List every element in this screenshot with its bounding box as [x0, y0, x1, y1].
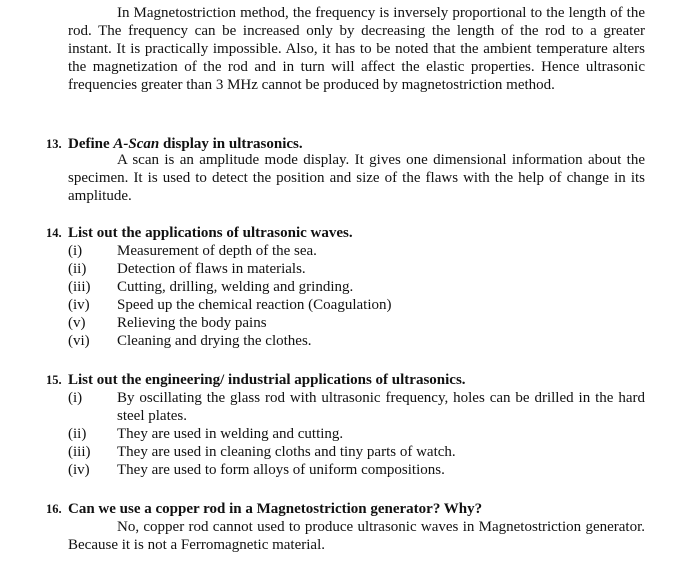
list-marker: (iii) — [68, 279, 91, 295]
list-item — [68, 425, 645, 443]
question-15-title: List out the engineering/ industrial applications of ultrasonics. — [68, 372, 466, 388]
list-marker: (i) — [68, 390, 83, 406]
intro-text: In Magnetostriction method, the frequency is inversely proportional to the length of the rod. The frequency can be increased only by decreasing the length of the rod to a greater instant. It is practically impossible. Also, it has to be noted that the ambient temperature alters the magnetization of the rod and in turn will affect the elastic properties. Hence ultrasonic frequencies greater than 3 MHz cannot be produced by magnetostriction method. — [68, 5, 645, 93]
list-item-text: Measurement of depth of the sea. — [117, 243, 317, 259]
question-13-suffix: display in ultrasonics. — [159, 136, 303, 152]
list-marker: (iv) — [68, 297, 90, 313]
list-marker: (iv) — [68, 462, 90, 478]
question-16-title: Can we use a copper rod in a Magnetostriction generator? Why? — [68, 501, 483, 517]
question-16-answer — [68, 518, 645, 554]
list-item-text: Speed up the chemical reaction (Coagulation) — [117, 297, 392, 313]
list-item-text: By oscillating the glass rod with ultrasonic frequency, holes can be drilled in the hard steel plates. — [117, 390, 645, 424]
list-item — [68, 461, 645, 479]
question-13-answer — [68, 151, 645, 205]
list-item — [68, 296, 645, 314]
question-16-number: 16. — [46, 502, 62, 516]
question-13-prefix: Define — [68, 136, 114, 152]
question-16-answer-text: No, copper rod cannot used to produce ultrasonic waves in Magnetostriction generator. Because it is not a Ferromagnetic material. — [68, 519, 645, 553]
list-item-text: Detection of flaws in materials. — [117, 261, 306, 277]
question-14-number: 14. — [46, 226, 62, 240]
list-item — [68, 443, 645, 461]
list-marker: (ii) — [68, 261, 87, 277]
list-item-text: Cleaning and drying the clothes. — [117, 333, 312, 349]
list-marker: (iii) — [68, 444, 91, 460]
list-item — [68, 260, 645, 278]
list-marker: (i) — [68, 243, 83, 259]
question-15-number: 15. — [46, 373, 62, 387]
question-13-emphasis: A-Scan — [113, 136, 160, 152]
list-item — [68, 314, 645, 332]
list-item-text: Cutting, drilling, welding and grinding. — [117, 279, 354, 295]
question-16-heading — [46, 500, 656, 518]
list-item — [68, 242, 645, 260]
list-marker: (v) — [68, 315, 86, 331]
question-14-list — [68, 242, 645, 350]
list-item-text: Relieving the body pains — [117, 315, 267, 331]
list-marker: (ii) — [68, 426, 87, 442]
intro-paragraph — [68, 4, 645, 94]
list-item — [68, 278, 645, 296]
question-14-title: List out the applications of ultrasonic waves. — [68, 225, 353, 241]
question-15-heading — [46, 371, 656, 389]
question-13-answer-text: A scan is an amplitude mode display. It gives one dimensional information about the specimen. It is used to detect the position and size of the flaws with the help of change in its amplitude. — [68, 152, 645, 204]
question-14-heading — [46, 224, 656, 242]
list-item-text: They are used in welding and cutting. — [117, 426, 344, 442]
list-item-text: They are used to form alloys of uniform compositions. — [117, 462, 445, 478]
question-15-list — [68, 389, 645, 479]
question-13-number: 13. — [46, 137, 62, 151]
list-item-text: They are used in cleaning cloths and tiny parts of watch. — [117, 444, 456, 460]
list-item — [68, 389, 645, 425]
list-item — [68, 332, 645, 350]
list-marker: (vi) — [68, 333, 90, 349]
